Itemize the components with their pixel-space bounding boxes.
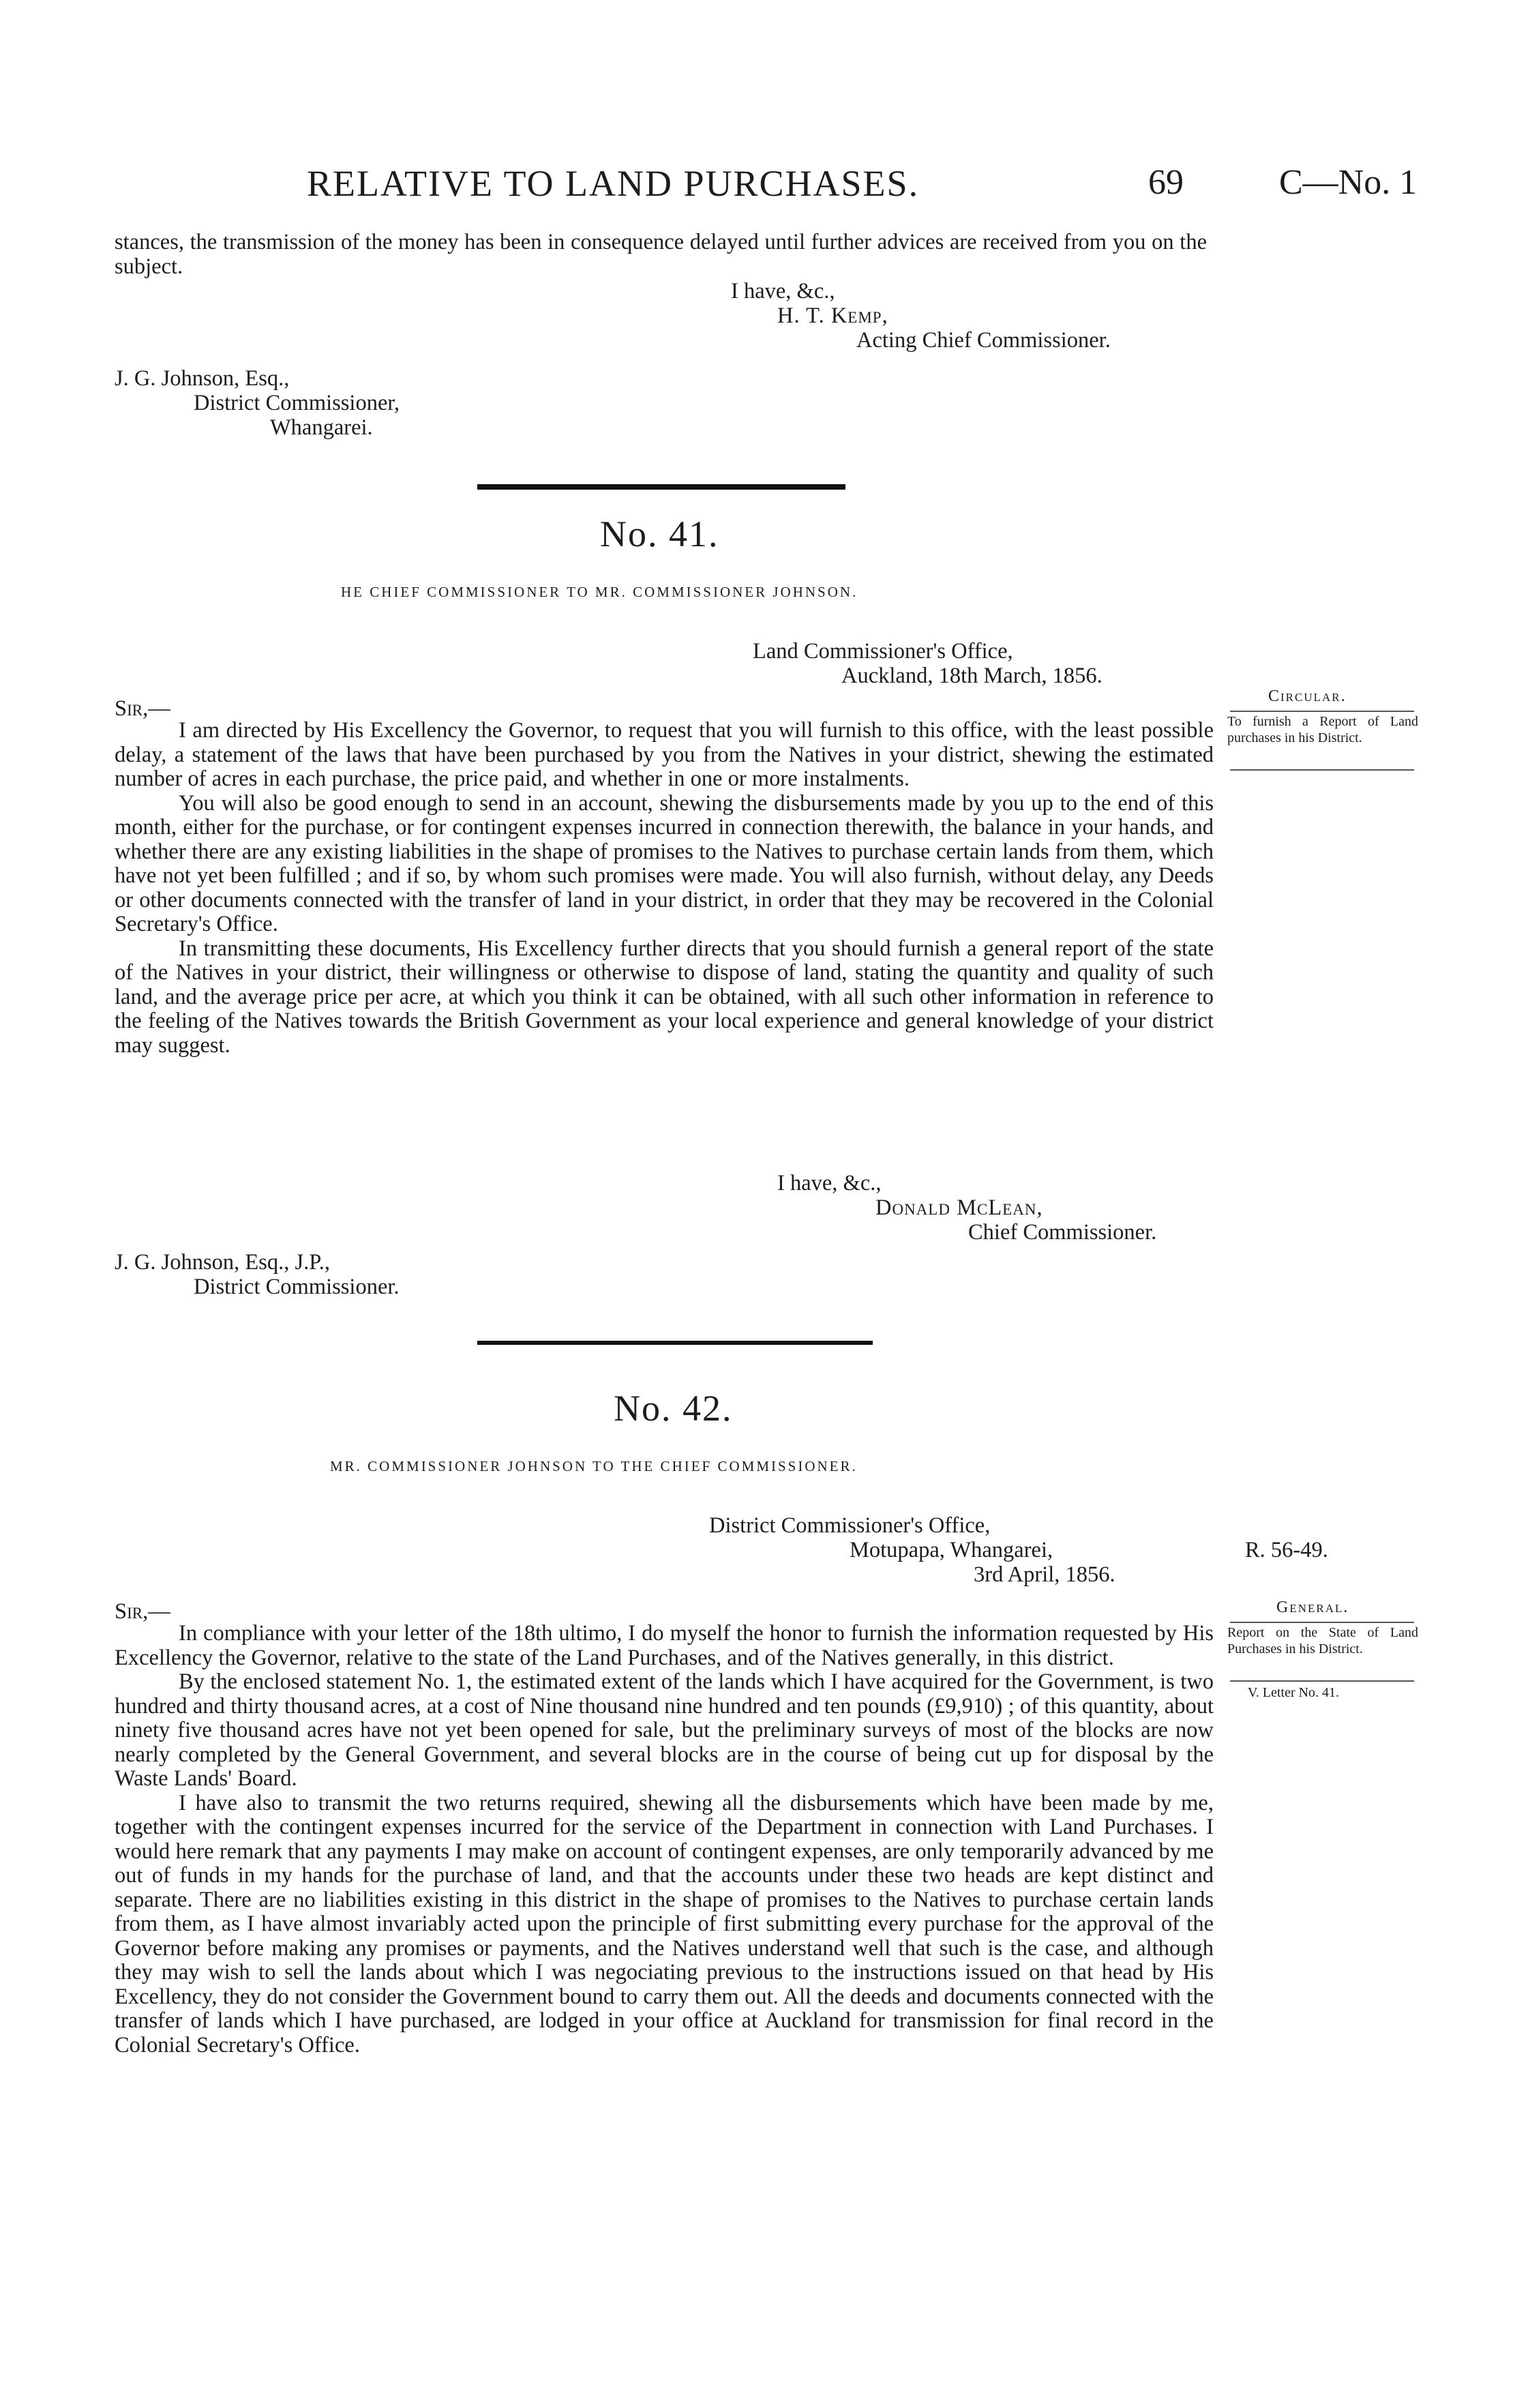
document-number-42: No. 42. — [614, 1388, 733, 1429]
document-42-reference: R. 56-49. — [1245, 1538, 1328, 1562]
document-number-41: No. 41. — [600, 514, 719, 554]
document-42-margin-reference: V. Letter No. 41. — [1248, 1685, 1340, 1700]
document-41-salutation: Sir,— — [115, 696, 170, 721]
document-42-address-line-1: District Commissioner's Office, — [709, 1513, 991, 1538]
page-number: 69 — [1148, 163, 1184, 202]
margin-divider — [1230, 769, 1414, 771]
document-42-salutation: Sir,— — [115, 1599, 170, 1624]
document-42-margin-heading: General. — [1276, 1599, 1349, 1616]
prev-letter-signer: H. T. Kemp, — [777, 303, 888, 328]
document-41-subtitle: HE CHIEF COMMISSIONER TO MR. COMMISSIONER JOHNSON. — [341, 584, 858, 600]
section-rule — [477, 484, 845, 490]
document-42-body — [115, 1622, 1214, 2057]
prev-letter-body: stances, the transmission of the money has been in consequence delayed until further advices are received from you on the subject. — [115, 230, 1207, 279]
document-41-paragraph-2: You will also be good enough to send in an account, shewing the disbursements made by you up to the end of this month, either for the purchase, or for contingent expenses incurred in connection therewith, the balance in your hands, and whether there are any existing liabilities in the shape of promises to the Natives to purchase certain lands from them, which have not yet been fulfilled ; and if so, by whom such promises were made. You will also furnish, without delay, any Deeds or other documents connected with the transfer of land in your district, in order that they may be recovered in the Colonial Secretary's Office. — [115, 790, 1214, 936]
document-41-address-line-2: Auckland, 18th March, 1856. — [841, 664, 1102, 688]
document-41-address-line-1: Land Commissioner's Office, — [753, 639, 1013, 664]
prev-letter-addressee-line-1: J. G. Johnson, Esq., — [115, 366, 290, 391]
margin-divider — [1230, 711, 1414, 712]
document-41-margin-heading: Circular. — [1268, 687, 1347, 705]
document-41-paragraph-3: In transmitting these documents, His Excellency further directs that you should furnish a general report of the state of the Natives in your district, their willingness or otherwise to dispose of land, stating the quantity and quality of such land, and the average price per acre, at which you think it can be obtained, with all such other information in reference to the feeling of the Natives towards the British Government as your local experience and general knowledge of your district may suggest. — [115, 936, 1214, 1058]
margin-divider — [1230, 1622, 1414, 1623]
document-42-address-line-3: 3rd April, 1856. — [974, 1562, 1115, 1587]
prev-letter-addressee-line-3: Whangarei. — [270, 415, 373, 440]
document-41-closing: I have, &c., — [777, 1171, 882, 1195]
running-title: RELATIVE TO LAND PURCHASES. — [307, 163, 920, 204]
document-42-paragraph-1: In compliance with your letter of the 18th ultimo, I do myself the honor to furnish the information requested by His Excellency the Governor, relative to the state of the Land Purchases, and of the Natives generally, in this district. — [115, 1621, 1214, 1670]
prev-letter-addressee-line-2: District Commissioner, — [194, 391, 400, 415]
prev-letter-signer-title: Acting Chief Commissioner. — [856, 328, 1111, 353]
document-41-addressee-line-1: J. G. Johnson, Esq., J.P., — [115, 1250, 331, 1275]
document-41-body — [115, 719, 1214, 1058]
document-42-paragraph-2: By the enclosed statement No. 1, the estimated extent of the lands which I have acquired for the Government, is two hundred and thirty thousand acres, at a cost of Nine thousand nine hundred and ten pounds (£9,910) ; of this quantity, about ninety five thousand acres have not yet been opened for sale, but the preliminary surveys of most of the blocks are now nearly completed by the General Government, and several blocks are in the course of being cut up for disposal by the Waste Lands' Board. — [115, 1669, 1214, 1791]
document-41-signer: Donald McLean, — [875, 1195, 1043, 1220]
document-42-paragraph-3: I have also to transmit the two returns required, shewing all the disbursements which have been made by me, together with the contingent expenses incurred for the service of the Department in connection with Land Purchases. I would here remark that any payments I may make on account of contingent expenses, are only temporarily advanced by me out of funds in my hands for the purchase of land, and that the accounts under these two heads are kept distinct and separate. There are no liabilities existing in this district in the shape of promises to the Natives to purchase certain lands from them, as I have almost invariably acted upon the principle of first submitting every purchase for the approval of the Governor before making any promises or payments, and the Natives understand well that such is the case, and although they may wish to sell the lands about which I was negociating previous to the instructions issued on that head by His Excellency, they do not consider the Government bound to carry them out. All the deeds and documents connected with the transfer of lands which I have purchased, are lodged in your office at Auckland for transmission for final record in the Colonial Secretary's Office. — [115, 1790, 1214, 2057]
document-42-address-line-2: Motupapa, Whangarei, — [850, 1538, 1053, 1562]
document-41-signer-title: Chief Commissioner. — [968, 1220, 1157, 1245]
margin-divider — [1230, 1680, 1414, 1682]
document-code: C—No. 1 — [1279, 163, 1418, 202]
document-41-addressee-line-2: District Commissioner. — [194, 1275, 400, 1299]
document-41-paragraph-1: I am directed by His Excellency the Governor, to request that you will furnish to this office, with the least possible delay, a statement of the laws that have been purchased by you from the Natives in your district, shewing the estimated number of acres in each purchase, the price paid, and whether in one or more instalments. — [115, 718, 1214, 791]
document-41-margin-note: To furnish a Report of Land purchases in his District. — [1227, 714, 1418, 745]
section-rule — [477, 1341, 873, 1345]
document-42-margin-note: Report on the State of Land Purchases in his District. — [1227, 1625, 1418, 1656]
document-42-subtitle: MR. COMMISSIONER JOHNSON TO THE CHIEF COMMISSIONER. — [330, 1458, 858, 1474]
prev-letter-closing: I have, &c., — [731, 279, 835, 303]
